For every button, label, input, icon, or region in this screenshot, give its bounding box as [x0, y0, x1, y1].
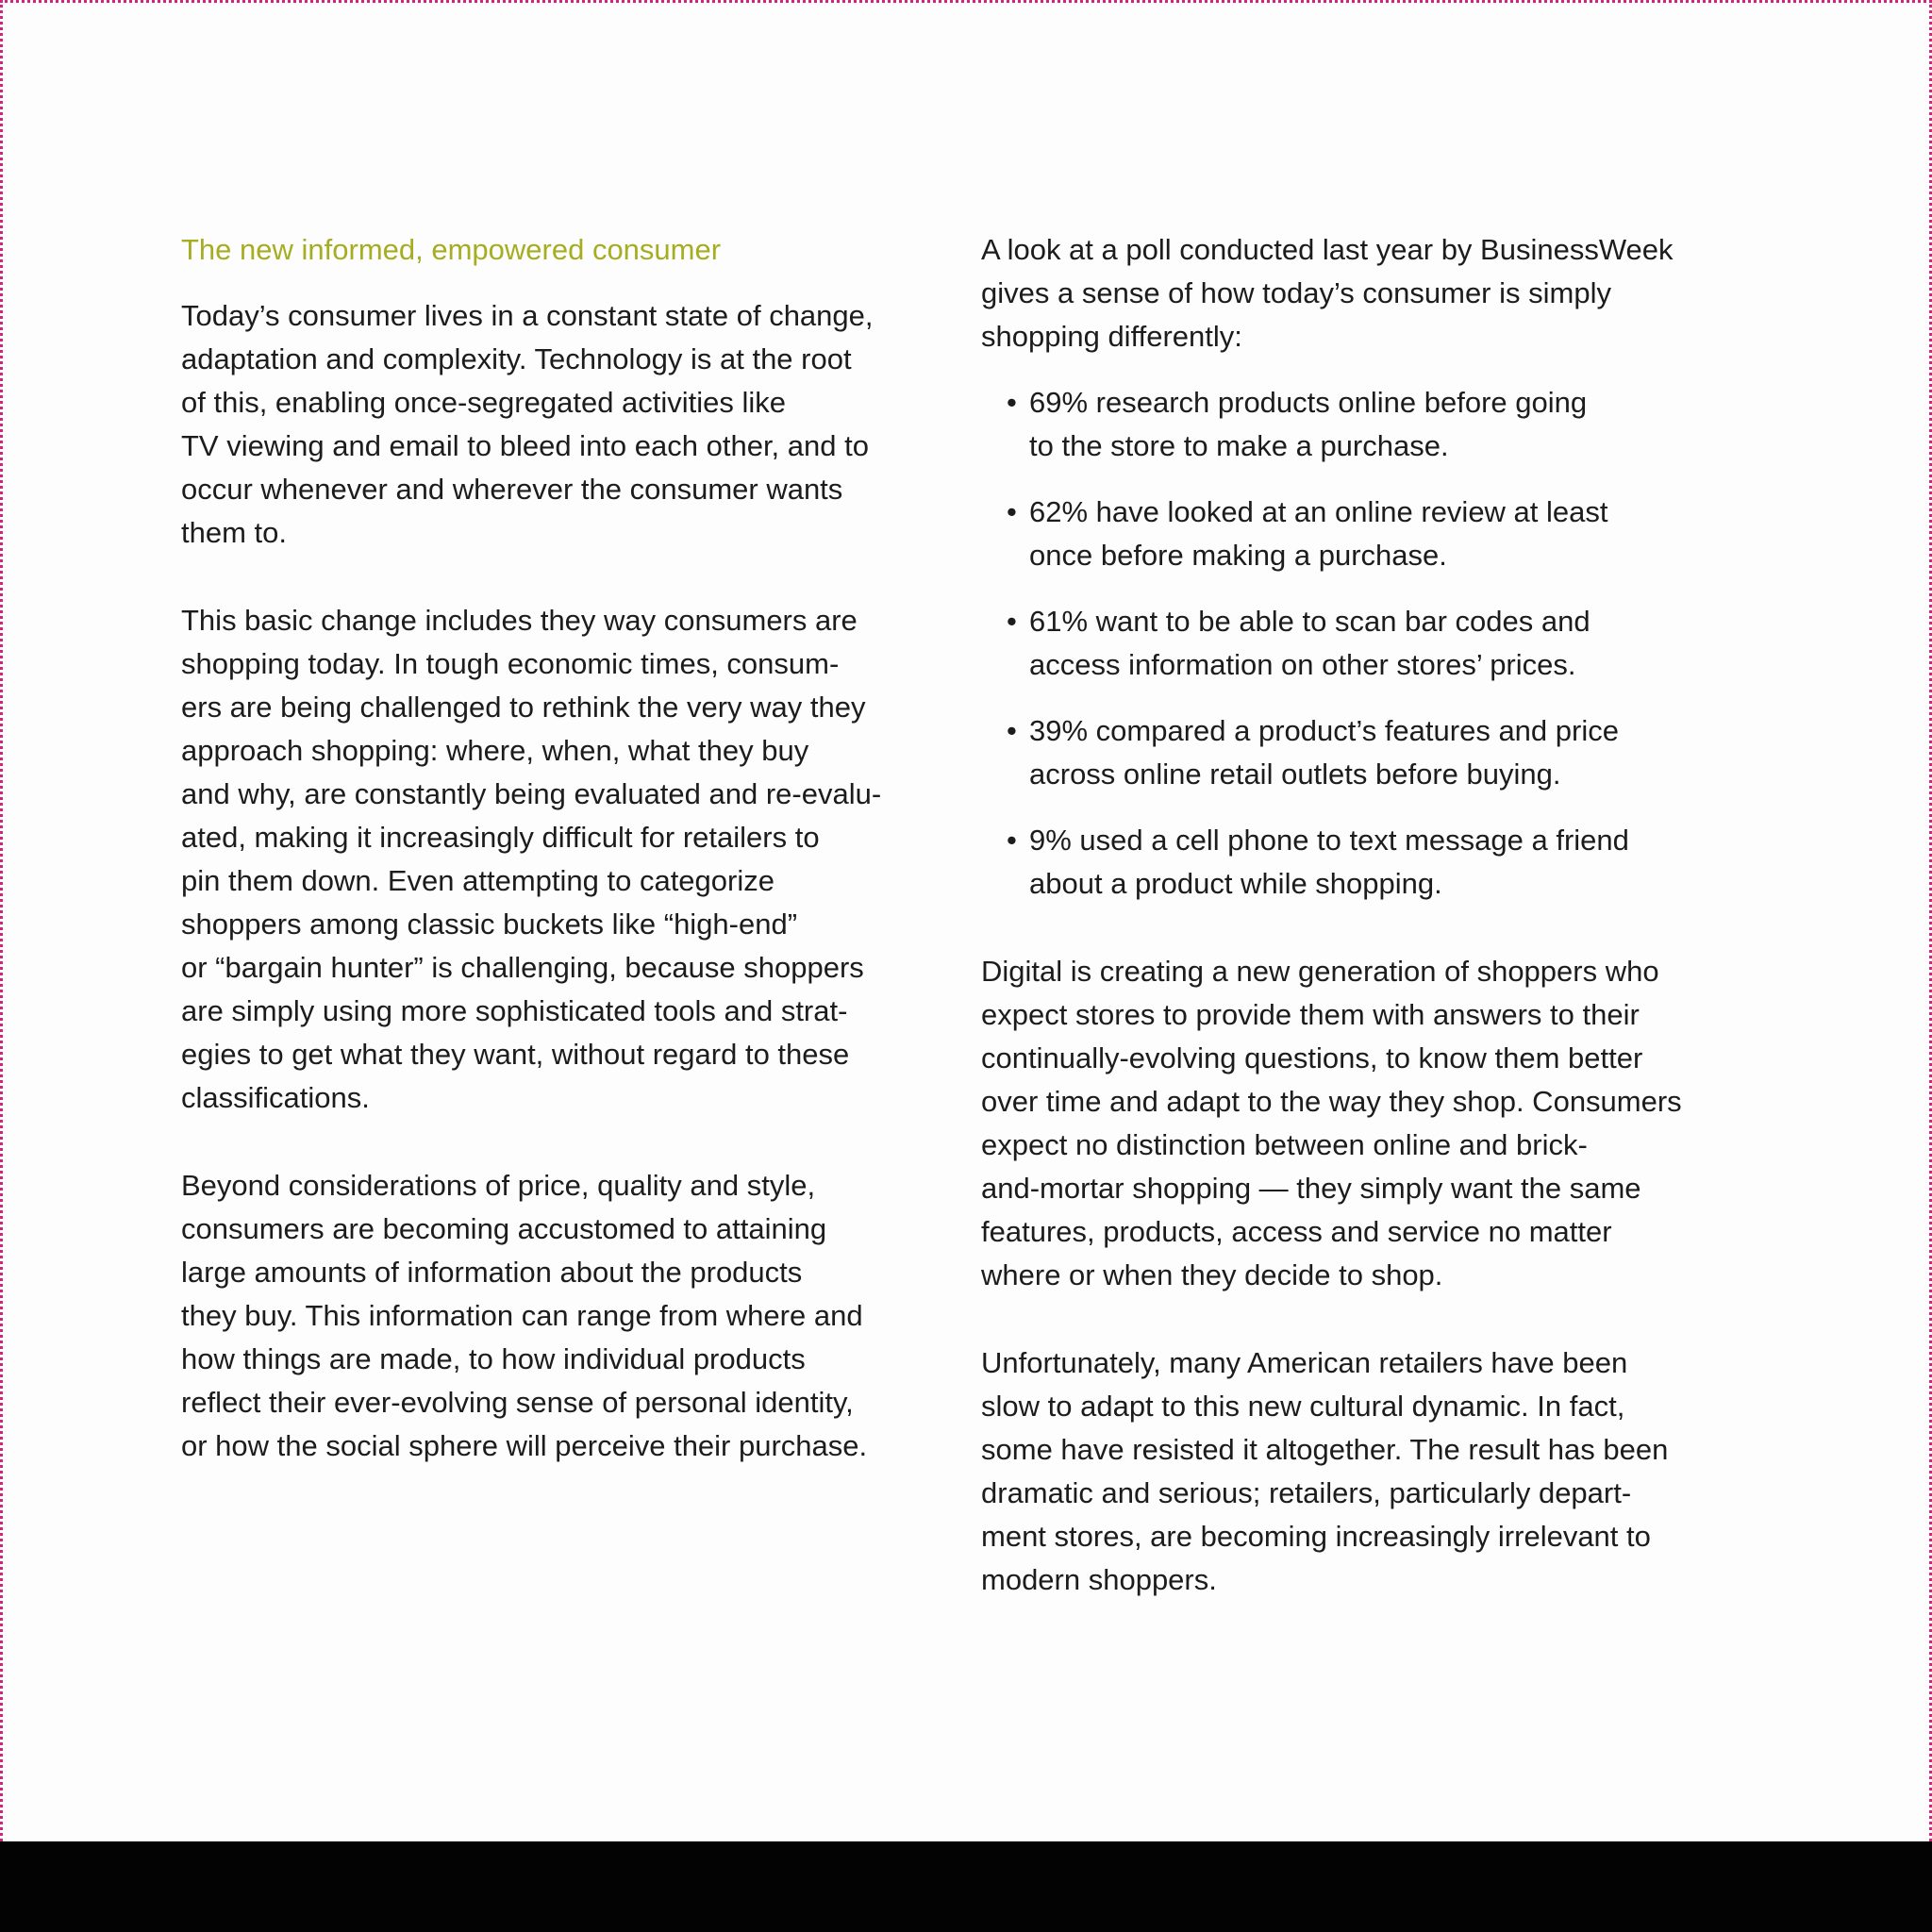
- footer-bar: [0, 1841, 1932, 1932]
- poll-results-list: [981, 381, 1736, 906]
- list-item-text: 62% have looked at an online review at least once before making a purchase.: [1029, 495, 1608, 572]
- list-item-text: 61% want to be able to scan bar codes and access information on other stores’ prices.: [1029, 605, 1591, 681]
- list-item: [1007, 491, 1736, 577]
- bullet-icon: •: [1007, 605, 1017, 638]
- bullet-icon: •: [1007, 714, 1017, 747]
- list-item-text: 39% compared a product’s features and price across online retail outlets before buying.: [1029, 714, 1619, 791]
- intro-paragraph: A look at a poll conducted last year by BusinessWeek gives a sense of how today’s consumer is simply shopping differently:: [981, 233, 1674, 353]
- left-column: [181, 228, 926, 1512]
- list-item: [1007, 600, 1736, 687]
- crop-mark-top: [0, 0, 1932, 3]
- bullet-icon: •: [1007, 386, 1017, 419]
- right-column: [981, 228, 1736, 1646]
- bullet-icon: •: [1007, 495, 1017, 528]
- paragraph: Unfortunately, many American retailers have been slow to adapt to this new cultural dynamic. In fact, some have resisted it altogether. The result has been dramatic and serious; retailers, particularly depart- ment stores, are becoming increasingly irrelevant to modern shoppers.: [981, 1346, 1669, 1596]
- paragraph: Beyond considerations of price, quality and style, consumers are becoming accustomed to attaining large amounts of information about the products they buy. This information can range from where and how things are made, to how individual products reflect their ever-evolving sense of personal identity, or how the social sphere will perceive their purchase.: [181, 1169, 868, 1462]
- list-item-text: 9% used a cell phone to text message a friend about a product while shopping.: [1029, 824, 1629, 900]
- list-item: [1007, 709, 1736, 796]
- list-item-text: 69% research products online before going to the store to make a purchase.: [1029, 386, 1588, 462]
- crop-mark-left: [0, 0, 3, 1841]
- section-heading: The new informed, empowered consumer: [181, 233, 722, 266]
- bullet-icon: •: [1007, 824, 1017, 857]
- paragraph: This basic change includes they way consumers are shopping today. In tough economic times, consum- ers are being challenged to rethink the very way they approach shopping: where, when, what they buy and why, are constantly being evaluated and re-evalu- ated, making it increasingly difficult for retailers to pin them down. Even attempting to categorize shoppers among classic buckets like “high-end” or “bargain hunter” is challenging, because shoppers are simply using more sophisticated tools and strat- egies to get what they want, without regard to these classifications.: [181, 604, 882, 1114]
- paragraph: Today’s consumer lives in a constant state of change, adaptation and complexity. Technology is at the root of this, enabling once-segregated activities like TV viewing and email to bleed into each other, and to occur whenever and wherever the consumer wants them to.: [181, 299, 874, 549]
- paragraph: Digital is creating a new generation of shoppers who expect stores to provide them with answers to their continually-evolving questions, to know them better over time and adapt to the way they shop. Consumers expect no distinction between online and brick- and-mortar shopping — they simply want the same features, products, access and service no matter where or when they decide to shop.: [981, 955, 1682, 1291]
- list-item: [1007, 819, 1736, 906]
- list-item: [1007, 381, 1736, 468]
